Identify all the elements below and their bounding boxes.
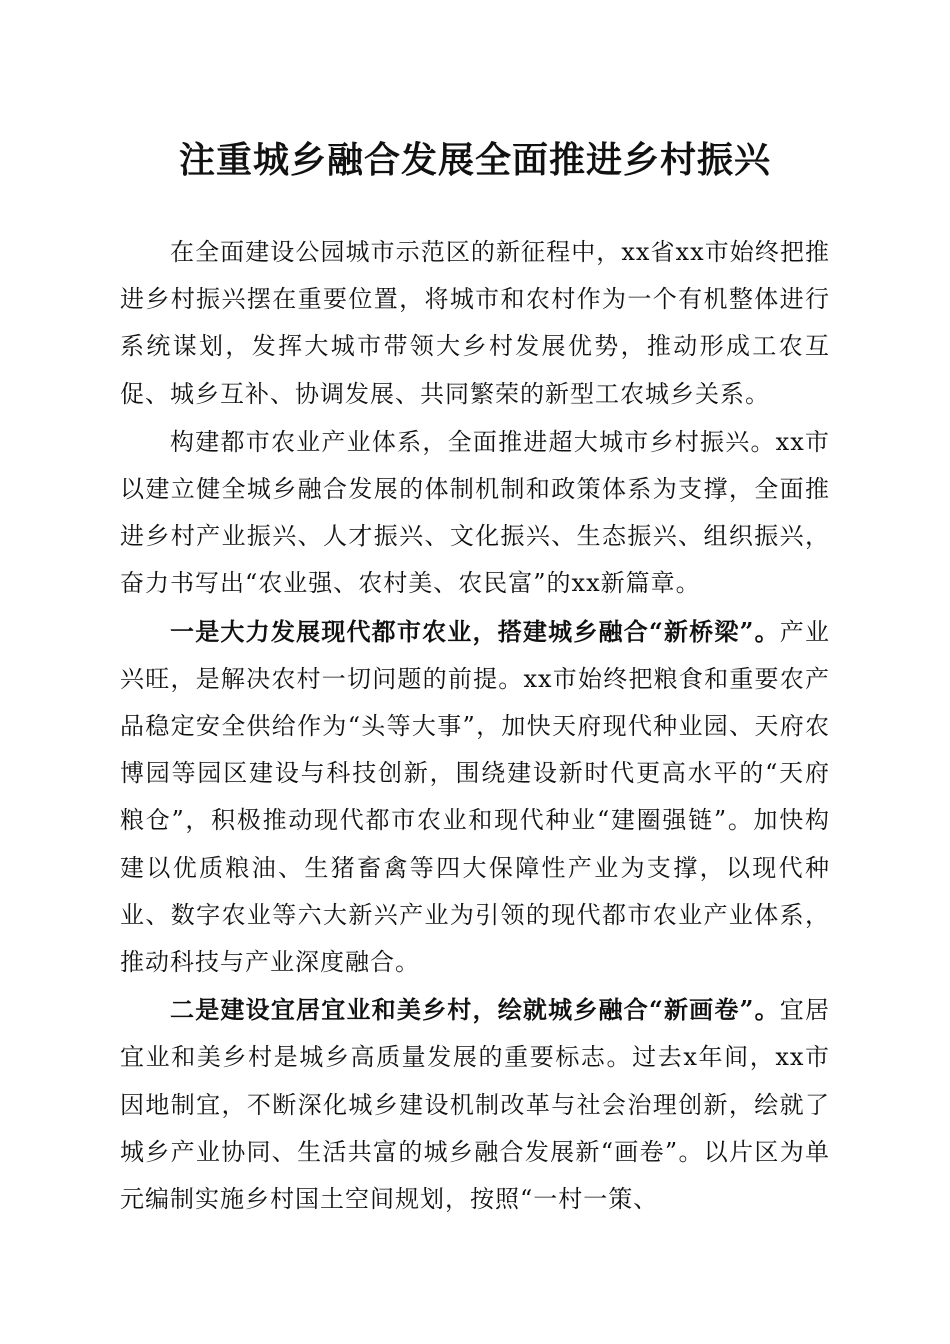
paragraph-4: [120, 986, 830, 1223]
document-body: [120, 228, 830, 1223]
paragraph-1-text: 在全面建设公园城市示范区的新征程中，xx省xx市始终把推进乡村振兴摆在重要位置，将城市和农村作为一个有机整体进行系统谋划，发挥大城市带领大乡村发展优势，推动形成工农互促、城乡互补、协调发展、共同繁荣的新型工农城乡关系。: [120, 238, 830, 408]
paragraph-3: [120, 608, 830, 987]
paragraph-4-text: 宜居宜业和美乡村是城乡高质量发展的重要标志。过去x年间，xx市因地制宜，不断深化城乡建设机制改革与社会治理创新，绘就了城乡产业协同、生活共富的城乡融合发展新“画卷”。以片区为单元编制实施乡村国土空间规划，按照“一村一策、: [120, 996, 831, 1214]
paragraph-2: [120, 418, 830, 608]
paragraph-3-text: 产业兴旺，是解决农村一切问题的前提。xx市始终把粮食和重要农产品稳定安全供给作为“头等大事”，加快天府现代种业园、天府农博园等园区建设与科技创新，围绕建设新时代更高水平的“天府粮仓”，积极推动现代都市农业和现代种业“建圈强链”。加快构建以优质粮油、生猪畜禽等四大保障性产业为支撑，以现代种业、数字农业等六大新兴产业为引领的现代都市农业产业体系，推动科技与产业深度融合。: [120, 617, 831, 977]
paragraph-4-lead: 二是建设宜居宜业和美乡村，绘就城乡融合“新画卷”。: [170, 995, 780, 1025]
paragraph-1: [120, 228, 830, 418]
paragraph-3-lead: 一是大力发展现代都市农业，搭建城乡融合“新桥梁”。: [170, 616, 780, 646]
paragraph-2-text: 构建都市农业产业体系，全面推进超大城市乡村振兴。xx市以建立健全城乡融合发展的体制机制和政策体系为支撑，全面推进乡村产业振兴、人才振兴、文化振兴、生态振兴、组织振兴，奋力书写出“农业强、农村美、农民富”的xx新篇章。: [120, 427, 830, 598]
document-title: 注重城乡融合发展全面推进乡村振兴: [178, 139, 771, 181]
